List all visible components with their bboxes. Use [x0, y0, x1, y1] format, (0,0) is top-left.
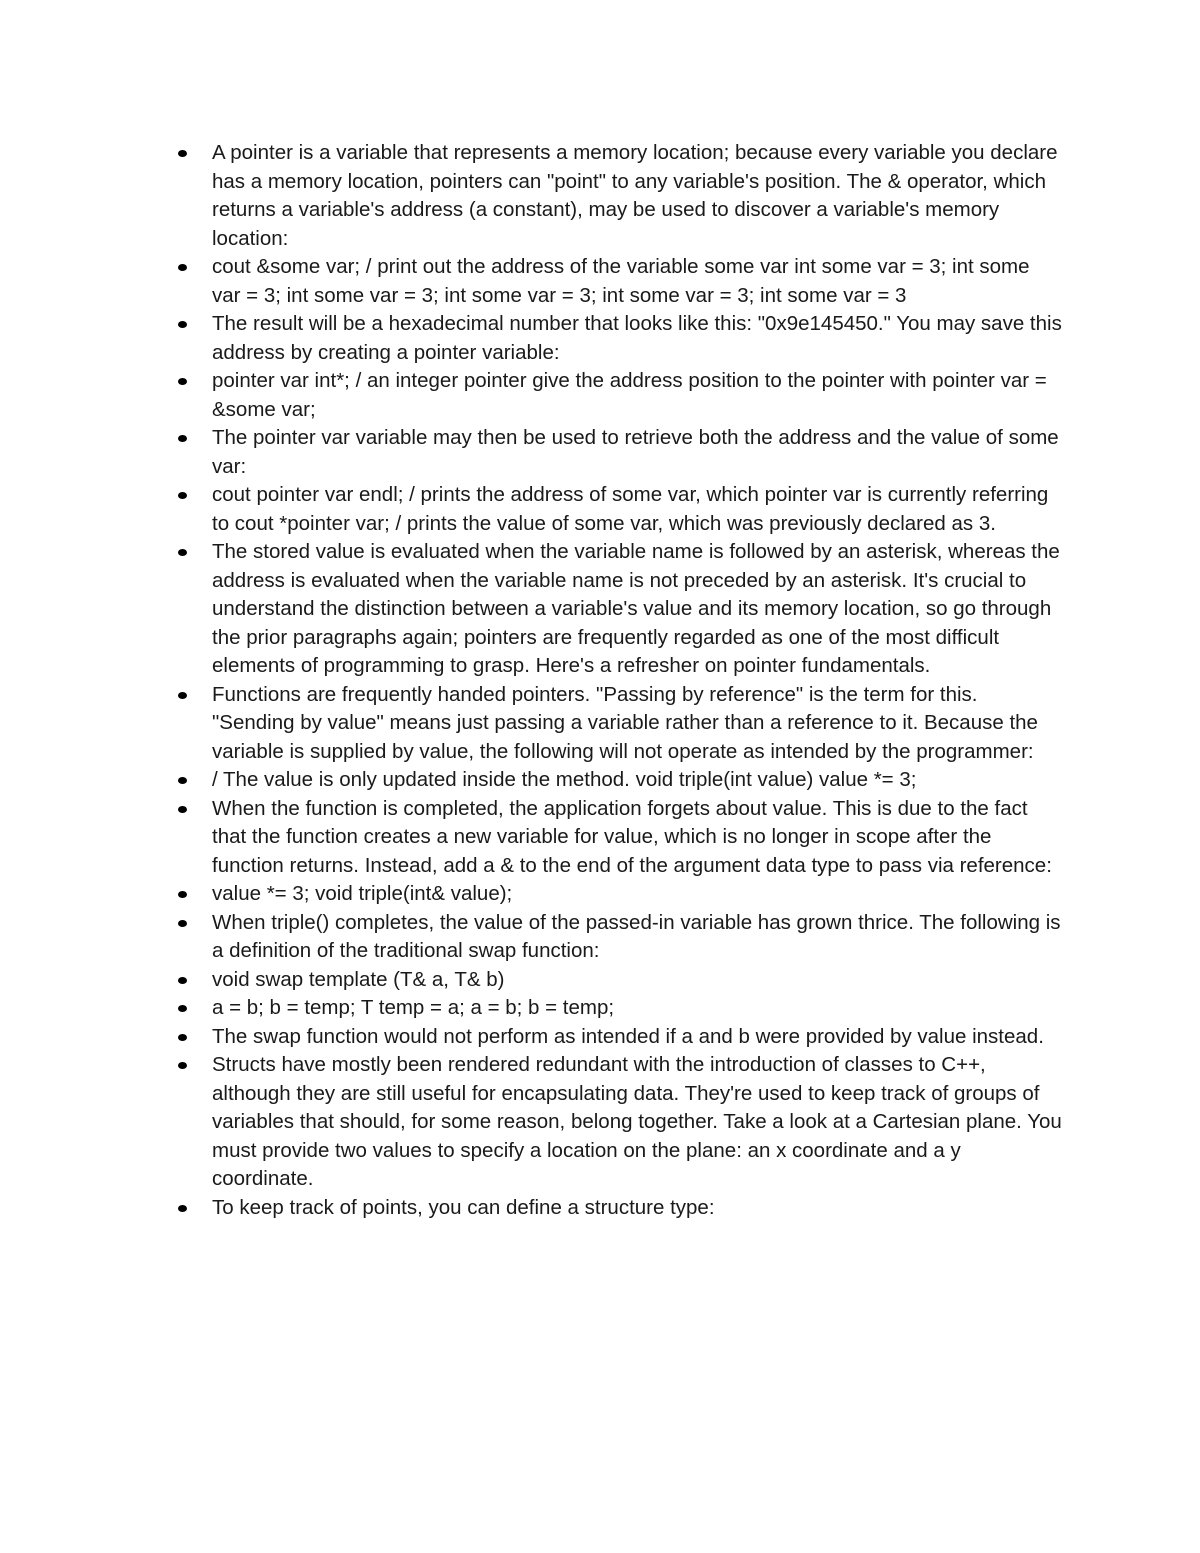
bullet-icon	[178, 777, 187, 784]
bullet-icon	[178, 492, 187, 499]
bullet-icon	[178, 435, 187, 442]
bullet-icon	[178, 1205, 187, 1212]
list-item	[212, 367, 1062, 424]
list-item-text: void swap template (T& a, T& b)	[212, 967, 505, 991]
bullet-icon	[178, 891, 187, 898]
list-item	[212, 880, 1062, 909]
list-item-text: / The value is only updated inside the method. void triple(int value) value *= 3;	[212, 768, 917, 791]
list-item-text: When the function is completed, the application forgets about value. This is due to the fact that the function creates a new variable for value, which is no longer in scope after the function returns. Instead, add a & to the end of the argument data type to pass via reference:	[212, 796, 1052, 877]
bullet-icon	[178, 692, 187, 699]
list-item-text: a = b; b = temp; T temp = a; a = b; b = temp;	[212, 996, 615, 1019]
list-item	[212, 681, 1062, 767]
bullet-icon	[178, 264, 187, 271]
list-item	[212, 310, 1062, 367]
list-item	[212, 766, 1062, 795]
list-item-text: A pointer is a variable that represents a memory location; because every variable you declare has a memory location, pointers can "point" to any variable's position. The & operator, which returns a variable's address (a constant), may be used to discover a variable's memory location:	[212, 141, 1058, 250]
list-item-text: cout pointer var endl; / prints the address of some var, which pointer var is currently referring to cout *pointer var; / prints the value of some var, which was previously declared as 3.	[212, 483, 1049, 535]
list-item	[212, 909, 1062, 966]
bullet-icon	[178, 806, 187, 813]
list-item-text: Structs have mostly been rendered redundant with the introduction of classes to C++, although they are still useful for encapsulating data. They're used to keep track of groups of variables that should, for some reason, belong together. Take a look at a Cartesian plane. You must provide two values to specify a location on the plane: an x coordinate and a y coordinate.	[212, 1053, 1062, 1190]
list-item-text: value *= 3; void triple(int& value);	[212, 882, 513, 905]
bullet-icon	[178, 1005, 187, 1012]
list-item	[212, 481, 1062, 538]
list-item	[212, 538, 1062, 681]
list-item-text: The swap function would not perform as intended if a and b were provided by value instead.	[212, 1024, 1044, 1048]
list-item-text: To keep track of points, you can define a structure type:	[212, 1195, 715, 1219]
list-item-text: The pointer var variable may then be used to retrieve both the address and the value of some var:	[212, 426, 1059, 478]
bullet-icon	[178, 549, 187, 556]
bullet-icon	[178, 1062, 187, 1069]
list-item-text: cout &some var; / print out the address of the variable some var int some var = 3; int some var = 3; int some var = 3; int some var = 3; int some var = 3; int some var = 3	[212, 255, 1030, 307]
bullet-icon	[178, 1034, 187, 1041]
bullet-list	[212, 139, 1062, 1222]
list-item-text: pointer var int*; / an integer pointer give the address position to the pointer with pointer var = &some var;	[212, 369, 1047, 421]
bullet-icon	[178, 150, 187, 157]
list-item	[212, 994, 1062, 1023]
list-item	[212, 1023, 1062, 1052]
list-item	[212, 1194, 1062, 1223]
list-item-text: The stored value is evaluated when the variable name is followed by an asterisk, whereas the address is evaluated when the variable name is not preceded by an asterisk. It's crucial to understand the distinction between a variable's value and its memory location, so go through the prior paragraphs again; pointers are frequently regarded as one of the most difficult elements of programming to grasp. Here's a refresher on pointer fundamentals.	[212, 540, 1060, 677]
list-item-text: The result will be a hexadecimal number that looks like this: "0x9e145450." You may save this address by creating a pointer variable:	[212, 312, 1062, 364]
bullet-icon	[178, 378, 187, 385]
list-item	[212, 253, 1062, 310]
bullet-icon	[178, 321, 187, 328]
bullet-icon	[178, 920, 187, 927]
bullet-icon	[178, 977, 187, 984]
list-item-text: When triple() completes, the value of the passed-in variable has grown thrice. The following is a definition of the traditional swap function:	[212, 910, 1061, 962]
list-item	[212, 1051, 1062, 1194]
list-item	[212, 424, 1062, 481]
list-item	[212, 966, 1062, 995]
list-item-text: Functions are frequently handed pointers. "Passing by reference" is the term for this. "Sending by value" means just passing a variable rather than a reference to it. Because the variable is supplied by value, the following will not operate as intended by the programmer:	[212, 682, 1038, 763]
list-item	[212, 139, 1062, 253]
list-item	[212, 795, 1062, 881]
